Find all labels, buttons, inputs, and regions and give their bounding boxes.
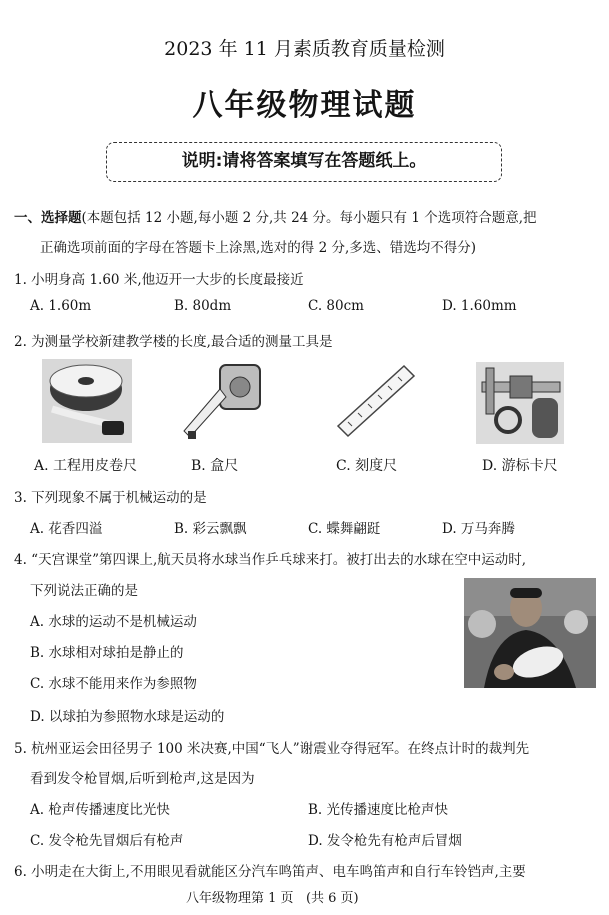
section-intro-line1 [14, 206, 537, 226]
q5-stem-line1: 5. 杭州亚运会田径男子 100 米决赛,中国“飞人”谢震业夺得冠军。在终点计时的裁判先 [14, 741, 530, 757]
exam-subtitle: 2023 年 11 月素质教育质量检测 [164, 38, 445, 60]
tape-reel-image [42, 359, 132, 443]
q3-option-c: C. 蝶舞翩跹 [308, 521, 381, 537]
q5-option-b: B. 光传播速度比枪声快 [308, 802, 449, 818]
notice-box [106, 142, 502, 182]
q3-option-d: D. 万马奔腾 [442, 521, 515, 537]
footer-total: (共 6 页) [305, 891, 359, 906]
q2-option-a: A. 工程用皮卷尺 [34, 458, 138, 474]
q5-option-d: D. 发令枪先有枪声后冒烟 [308, 833, 462, 849]
section-desc-1: (本题包括 12 小题,每小题 2 分,共 24 分。每小题只有 1 个选项符合题意,把 [81, 210, 537, 226]
q1-option-a: A. 1.60m [30, 298, 92, 314]
q1-option-b: B. 80dm [174, 298, 232, 314]
section-desc-2: 正确选项前面的字母在答题卡上涂黑,选对的得 2 分,多选、错选均不得分) [40, 240, 477, 256]
q1-option-c: C. 80cm [308, 298, 364, 314]
q5-option-a: A. 枪声传播速度比光快 [30, 802, 170, 818]
caliper-image [476, 362, 564, 444]
footer-page: 八年级物理第 1 页 [186, 891, 294, 906]
q4-option-d: D. 以球拍为参照物水球是运动的 [30, 709, 225, 725]
section-heading: 一、选择题 [14, 210, 82, 226]
q2-option-d: D. 游标卡尺 [482, 458, 558, 474]
q2-option-c: C. 刻度尺 [336, 458, 398, 474]
page-title: 八年级物理试题 [192, 88, 417, 123]
q2-stem: 2. 为测量学校新建教学楼的长度,最合适的测量工具是 [14, 334, 333, 350]
notice-text: 说明:请将答案填写在答题纸上。 [181, 151, 427, 171]
q4-option-b: B. 水球相对球拍是静止的 [30, 645, 184, 661]
q6-stem: 6. 小明走在大街上,不用眼见看就能区分汽车鸣笛声、电车鸣笛声和自行车铃铛声,主要 [14, 864, 526, 880]
q3-stem: 3. 下列现象不属于机械运动的是 [14, 490, 207, 506]
q4-option-a: A. 水球的运动不是机械运动 [30, 614, 197, 630]
q3-option-b: B. 彩云飘飘 [174, 521, 247, 537]
q1-stem: 1. 小明身高 1.60 米,他迈开一大步的长度最接近 [14, 272, 304, 288]
q4-stem-line1: 4. “天宫课堂”第四课上,航天员将水球当作乒乓球来打。被打出去的水球在空中运动时, [14, 552, 527, 568]
q4-stem-line2: 下列说法正确的是 [30, 583, 138, 599]
q4-option-c: C. 水球不能用来作为参照物 [30, 676, 197, 692]
q2-option-b: B. 盒尺 [191, 458, 239, 474]
q5-option-c: C. 发令枪先冒烟后有枪声 [30, 833, 184, 849]
q1-option-d: D. 1.60mm [442, 298, 517, 314]
page-footer [186, 887, 359, 906]
ruler-image [334, 362, 418, 442]
q5-stem-line2: 看到发令枪冒烟,后听到枪声,这是因为 [30, 771, 255, 787]
q3-option-a: A. 花香四溢 [30, 521, 103, 537]
astronaut-photo [464, 578, 596, 688]
box-tape-image [180, 361, 266, 443]
